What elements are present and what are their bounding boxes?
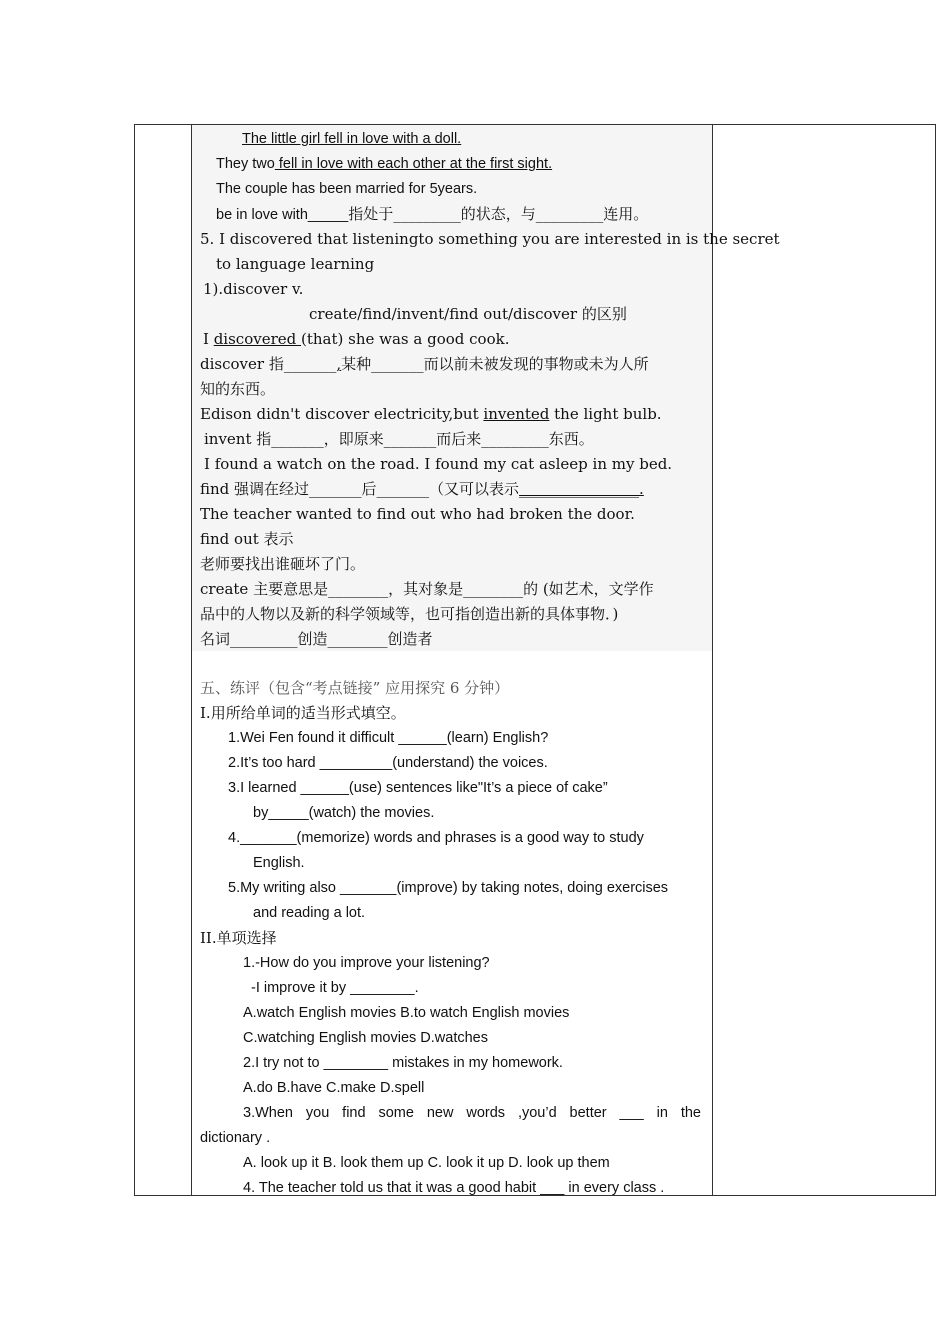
question-cont: by_____(watch) the movies. bbox=[253, 805, 435, 821]
options: C.watching English movies D.watches bbox=[243, 1030, 488, 1046]
underlined-phrase: fell in love with each other at the first sight. bbox=[274, 156, 553, 172]
question-cont: English. bbox=[253, 855, 305, 871]
subpoint: 1).discover v. bbox=[203, 280, 304, 298]
text: (that) she was a good cook. bbox=[301, 330, 510, 348]
text: Edison didn't discover electricity,but bbox=[200, 405, 484, 423]
example-sentence bbox=[200, 404, 662, 424]
options: A.do B.have C.make D.spell bbox=[243, 1080, 425, 1096]
definition bbox=[200, 354, 649, 374]
text: find 强调在经过_______后_______（又可以表示 bbox=[200, 480, 520, 498]
part-heading: II.单项选择 bbox=[200, 929, 277, 947]
text: They two bbox=[216, 156, 275, 172]
example-sentence bbox=[216, 129, 461, 149]
question: 4._______(memorize) words and phrases is a good way to study bbox=[228, 830, 644, 846]
text: 指处于_________的状态，与_________连用。 bbox=[348, 205, 649, 223]
question: 1.Wei Fen found it difficult ______(learn) English? bbox=[228, 730, 549, 746]
definition: create 主要意思是________，其对象是________的 (如艺术，文学作 bbox=[200, 580, 654, 598]
definition: 名词_________创造________创造者 bbox=[200, 630, 433, 648]
part-heading: I.用所给单词的适当形式填空。 bbox=[200, 704, 406, 722]
text: ________________. bbox=[519, 480, 644, 498]
text: , bbox=[336, 355, 342, 373]
definition-cont: 品中的人物以及新的科学领域等，也可指创造出新的具体事物．) bbox=[200, 605, 619, 623]
question-cont: dictionary . bbox=[200, 1130, 271, 1146]
example-sentence bbox=[216, 154, 552, 174]
answer-line: -I improve it by ________. bbox=[251, 980, 419, 996]
column-divider bbox=[712, 125, 713, 1195]
question: 1.-How do you improve your listening? bbox=[243, 955, 490, 971]
question: 5.My writing also _______(improve) by taking notes, doing exercises bbox=[228, 880, 669, 896]
text: the light bulb. bbox=[549, 405, 662, 423]
question-cont: and reading a lot. bbox=[253, 905, 366, 921]
example-sentence: The teacher wanted to find out who had broken the door. bbox=[200, 505, 635, 523]
question: 3.I learned ______(use) sentences like"It’s a piece of cake” bbox=[228, 780, 608, 796]
definition: find out 表示 bbox=[200, 530, 294, 548]
question: 3.When you find some new words ,you’d better ___ in the bbox=[243, 1105, 701, 1121]
underlined-word: discovered bbox=[213, 330, 302, 348]
blank: _____ bbox=[307, 207, 349, 223]
text: discover 指_______ bbox=[200, 355, 337, 373]
example-sentence: I found a watch on the road. I found my cat asleep in my bed. bbox=[204, 455, 673, 473]
text: 某种_______而以前未被发现的事物或未为人所 bbox=[341, 355, 649, 373]
usage-note bbox=[216, 204, 648, 225]
definition: invent 指_______，即原来_______而后来_________东西。 bbox=[204, 430, 594, 448]
point-heading: 5. I discovered that listeningto something you are interested in is the secret bbox=[200, 230, 780, 248]
question: 4. The teacher told us that it was a good habit ___ in every class . bbox=[243, 1180, 665, 1196]
lesson-table bbox=[134, 124, 936, 1196]
question: 2.I try not to ________ mistakes in my homework. bbox=[243, 1055, 563, 1071]
text: be in love with bbox=[216, 207, 308, 223]
underlined-sentence: The little girl fell in love with a doll. bbox=[242, 131, 462, 147]
example-sentence bbox=[203, 329, 509, 349]
comparison-title: create/find/invent/find out/discover 的区别 bbox=[309, 305, 627, 323]
options: A.watch English movies B.to watch English movies bbox=[243, 1005, 570, 1021]
example-sentence: The couple has been married for 5years. bbox=[216, 181, 478, 197]
options: A. look up it B. look them up C. look it up D. look up them bbox=[243, 1155, 610, 1171]
definition bbox=[200, 479, 644, 499]
text: I bbox=[203, 330, 214, 348]
underlined-word: invented bbox=[483, 405, 550, 423]
definition-cont: 知的东西。 bbox=[200, 380, 276, 398]
section-heading: 五、练评（包含“考点链接” 应用探究 6 分钟） bbox=[200, 679, 510, 697]
point-heading-cont: to language learning bbox=[216, 255, 375, 273]
translation: 老师要找出谁砸坏了门。 bbox=[200, 555, 366, 573]
question: 2.It’s too hard _________(understand) the voices. bbox=[228, 755, 548, 771]
